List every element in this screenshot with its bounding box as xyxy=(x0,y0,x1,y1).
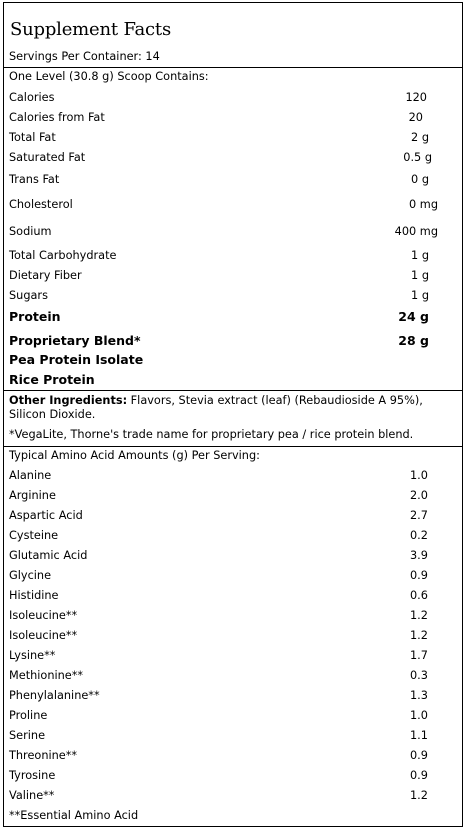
divider xyxy=(4,67,462,68)
nutrient-name: Saturated Fat xyxy=(9,151,86,164)
nutrient-name: Calories xyxy=(9,91,55,104)
amino-acid-name: Methionine** xyxy=(9,669,84,682)
other-ingredients-label: Other Ingredients: xyxy=(9,394,128,407)
amino-acid-value: 0.9 xyxy=(410,769,428,782)
nutrient-name: Protein xyxy=(9,309,61,324)
amino-acid-value: 1.7 xyxy=(410,649,428,662)
amino-acid-name: Threonine** xyxy=(9,749,78,762)
nutrient-name: Sodium xyxy=(9,225,52,238)
amino-acid-name: Glutamic Acid xyxy=(9,549,88,562)
blend-footnote: *VegaLite, Thorne's trade name for proprietary pea / rice protein blend. xyxy=(9,428,414,441)
divider xyxy=(4,446,462,447)
nutrient-value: 0 g xyxy=(411,173,429,186)
amino-acid-value: 1.2 xyxy=(410,629,428,642)
nutrient-name: Total Fat xyxy=(9,131,56,144)
amino-acid-name: Valine** xyxy=(9,789,55,802)
amino-acid-name: Tyrosine xyxy=(9,769,56,782)
nutrient-value: 400 mg xyxy=(394,225,438,238)
nutrient-value: 120 xyxy=(405,91,427,104)
supplement-facts-panel xyxy=(3,2,463,827)
amino-acid-value: 1.0 xyxy=(410,469,428,482)
amino-acid-name: Aspartic Acid xyxy=(9,509,83,522)
amino-acid-value: 0.3 xyxy=(410,669,428,682)
amino-acid-name: Cysteine xyxy=(9,529,59,542)
amino-footnote: **Essential Amino Acid xyxy=(9,809,139,822)
amino-acid-name: Proline xyxy=(9,709,48,722)
blend-item: Pea Protein Isolate xyxy=(9,352,144,367)
nutrient-name: Proprietary Blend* xyxy=(9,333,141,348)
panel-title: Supplement Facts xyxy=(10,19,171,40)
amino-acid-value: 1.3 xyxy=(410,689,428,702)
nutrient-name: Total Carbohydrate xyxy=(9,249,117,262)
nutrient-name: Cholesterol xyxy=(9,198,73,211)
amino-acid-value: 0.9 xyxy=(410,569,428,582)
nutrient-value: 28 g xyxy=(398,333,429,348)
amino-acid-value: 0.9 xyxy=(410,749,428,762)
nutrient-value: 1 g xyxy=(411,269,429,282)
amino-acid-name: Isoleucine** xyxy=(9,629,78,642)
other-ingredients xyxy=(9,394,454,422)
divider xyxy=(4,390,462,391)
amino-acid-name: Glycine xyxy=(9,569,52,582)
blend-item: Rice Protein xyxy=(9,372,95,387)
amino-acid-value: 0.6 xyxy=(410,589,428,602)
nutrient-name: Sugars xyxy=(9,289,48,302)
amino-header: Typical Amino Acid Amounts (g) Per Serving: xyxy=(9,449,260,462)
nutrient-name: Calories from Fat xyxy=(9,111,105,124)
amino-acid-value: 0.2 xyxy=(410,529,428,542)
nutrient-value: 2 g xyxy=(411,131,429,144)
amino-acid-value: 3.9 xyxy=(410,549,428,562)
amino-acid-name: Lysine** xyxy=(9,649,56,662)
amino-acid-name: Arginine xyxy=(9,489,56,502)
scoop-header: One Level (30.8 g) Scoop Contains: xyxy=(9,70,209,83)
amino-acid-value: 1.1 xyxy=(410,729,428,742)
nutrient-value: 0 mg xyxy=(409,198,438,211)
nutrient-name: Dietary Fiber xyxy=(9,269,82,282)
amino-acid-value: 1.0 xyxy=(410,709,428,722)
nutrient-value: 20 xyxy=(408,111,423,124)
other-ingredients-text: Flavors, Stevia extract (leaf) (Rebaudioside A 95%), Silicon Dioxide. xyxy=(9,394,423,421)
amino-acid-name: Isoleucine** xyxy=(9,609,78,622)
nutrient-value: 24 g xyxy=(398,309,429,324)
amino-acid-name: Histidine xyxy=(9,589,59,602)
amino-acid-value: 1.2 xyxy=(410,789,428,802)
amino-acid-value: 1.2 xyxy=(410,609,428,622)
nutrient-value: 1 g xyxy=(411,249,429,262)
servings-per-container: Servings Per Container: 14 xyxy=(9,50,160,63)
nutrient-name: Trans Fat xyxy=(9,173,60,186)
amino-acid-value: 2.7 xyxy=(410,509,428,522)
amino-acid-name: Phenylalanine** xyxy=(9,689,100,702)
nutrient-value: 1 g xyxy=(411,289,429,302)
nutrient-value: 0.5 g xyxy=(403,151,432,164)
amino-acid-name: Serine xyxy=(9,729,46,742)
amino-acid-name: Alanine xyxy=(9,469,52,482)
amino-acid-value: 2.0 xyxy=(410,489,428,502)
